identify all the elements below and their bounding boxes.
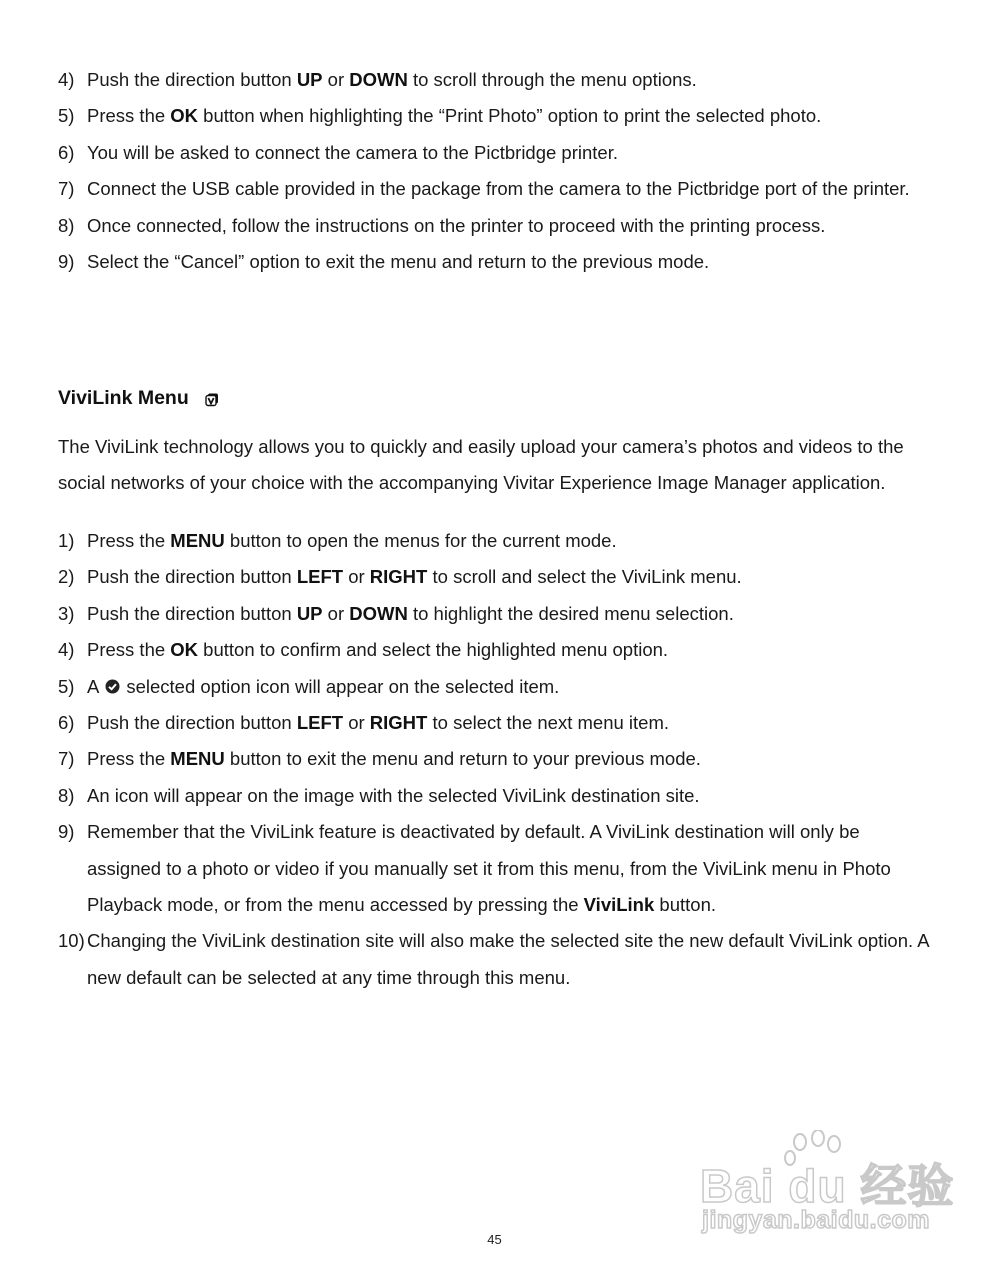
list-item-text xyxy=(87,705,938,741)
list-item-number: 4) xyxy=(58,639,75,661)
text-run: or xyxy=(322,602,350,624)
list-item xyxy=(58,62,938,98)
text-run: Push the direction button xyxy=(87,712,297,734)
bold-term: MENU xyxy=(170,748,225,770)
text-run: Select the “Cancel” option to exit the menu and return to the previous mode. xyxy=(87,251,710,273)
list-item xyxy=(58,705,938,741)
text-run: Connect the USB cable provided in the package from the camera to the Pictbridge port of the printer. xyxy=(87,178,910,200)
text-run: Push the direction button xyxy=(87,566,297,588)
list-item-number: 4) xyxy=(58,69,75,90)
watermark-logo-text: Bai du 经验 xyxy=(700,1160,955,1212)
text-run: Push the direction button xyxy=(87,69,297,90)
text-run: Once connected, follow the instructions on the printer to proceed with the printing process. xyxy=(87,214,826,236)
page-number: 45 xyxy=(487,1232,502,1247)
list-item-number: 9) xyxy=(58,821,75,843)
bold-term: RIGHT xyxy=(369,712,428,734)
text-run: to highlight the desired menu selection. xyxy=(407,602,734,624)
list-item xyxy=(58,98,938,134)
list-item-text xyxy=(87,208,938,244)
text-run: Press the xyxy=(87,639,171,661)
text-run: selected option icon will appear on the selected item. xyxy=(126,675,560,697)
text-run: button to open the menus for the current mode. xyxy=(224,530,617,551)
list-item-text xyxy=(87,171,938,207)
list-item xyxy=(58,923,938,996)
list-item-text xyxy=(87,814,938,923)
list-item-text xyxy=(87,741,938,777)
list-item-text xyxy=(87,778,938,814)
numbered-list-vivilink xyxy=(58,523,938,996)
text-run: button when highlighting the “Print Photo” option to print the selected photo. xyxy=(198,105,822,127)
bold-term: LEFT xyxy=(296,566,344,588)
list-item-text xyxy=(87,923,938,996)
text-run: Press the xyxy=(87,530,171,551)
list-item xyxy=(58,135,938,171)
bold-term: UP xyxy=(296,602,323,624)
list-item xyxy=(58,244,938,280)
bold-term: RIGHT xyxy=(369,566,428,588)
text-run: A xyxy=(87,675,100,697)
list-item xyxy=(58,559,938,595)
text-run: or xyxy=(343,712,370,734)
list-item-number: 3) xyxy=(58,602,75,624)
text-run: to select the next menu item. xyxy=(427,712,670,734)
list-item-text xyxy=(87,135,938,171)
list-item-number: 8) xyxy=(58,214,75,236)
list-item-number: 5) xyxy=(58,105,75,127)
list-item-text xyxy=(87,244,938,280)
list-item-number: 8) xyxy=(58,784,75,806)
list-item-number: 9) xyxy=(58,251,75,273)
list-item xyxy=(58,669,938,705)
text-run: Press the xyxy=(87,748,171,770)
text-run: button. xyxy=(654,894,716,916)
bold-term: DOWN xyxy=(349,602,408,624)
list-item xyxy=(58,814,938,923)
check-circle-icon xyxy=(105,670,120,685)
list-item-text xyxy=(87,62,938,98)
list-item-number: 10) xyxy=(58,930,85,952)
bold-term: MENU xyxy=(170,530,225,551)
text-run: Push the direction button xyxy=(87,602,297,624)
text-run: to scroll and select the ViviLink menu. xyxy=(427,566,742,588)
list-item-text xyxy=(87,98,938,134)
vivilink-icon xyxy=(205,387,219,401)
section-heading xyxy=(58,384,219,412)
watermark-url-text: jingyan.baidu.com xyxy=(702,1206,930,1234)
list-item-number: 7) xyxy=(58,748,75,770)
text-run: or xyxy=(343,566,370,588)
bold-term: OK xyxy=(170,639,199,661)
text-run: button to exit the menu and return to your previous mode. xyxy=(224,748,701,770)
bold-term: UP xyxy=(296,69,323,90)
text-run: Changing the ViviLink destination site will also make the selected site the new default ViviLink option. A new default can be selected at any time through this menu. xyxy=(87,930,929,988)
section-heading-text: ViviLink Menu xyxy=(58,387,189,409)
list-item-text xyxy=(87,669,938,705)
list-item-text xyxy=(87,632,938,668)
bold-term: LEFT xyxy=(296,712,344,734)
bold-term: DOWN xyxy=(349,69,408,90)
list-item xyxy=(58,741,938,777)
text-run: button to confirm and select the highlighted menu option. xyxy=(198,639,669,661)
list-item xyxy=(58,596,938,632)
list-item xyxy=(58,632,938,668)
list-item-number: 6) xyxy=(58,712,75,734)
list-item-number: 7) xyxy=(58,178,75,200)
text-run: Remember that the ViviLink feature is deactivated by default. A ViviLink destination will only be assigned to a photo or video if you manually set it from this menu, from the ViviLink menu in Photo Playback mode, or from the menu accessed by pressing the xyxy=(87,821,891,916)
list-item-text xyxy=(87,596,938,632)
numbered-list-print xyxy=(58,62,938,280)
list-item xyxy=(58,171,938,207)
baidu-watermark xyxy=(700,1130,955,1240)
text-run: Press the xyxy=(87,105,171,127)
text-run: or xyxy=(322,69,350,90)
text-run: to scroll through the menu options. xyxy=(407,69,697,90)
list-item-number: 5) xyxy=(58,675,75,697)
list-item-text xyxy=(87,559,938,595)
section-intro: The ViviLink technology allows you to quickly and easily upload your camera’s photos and videos to the social networks of your choice with the accompanying Vivitar Experience Image Manager application. xyxy=(58,435,904,493)
list-item-text xyxy=(87,523,938,559)
list-item-number: 2) xyxy=(58,566,75,588)
list-item xyxy=(58,523,938,559)
list-item xyxy=(58,778,938,814)
list-item xyxy=(58,208,938,244)
list-item-number: 1) xyxy=(58,530,75,551)
bold-term: ViviLink xyxy=(583,894,655,916)
bold-term: OK xyxy=(170,105,199,127)
text-run: You will be asked to connect the camera to the Pictbridge printer. xyxy=(87,141,618,163)
list-item-number: 6) xyxy=(58,141,75,163)
text-run: An icon will appear on the image with the selected ViviLink destination site. xyxy=(87,784,700,806)
